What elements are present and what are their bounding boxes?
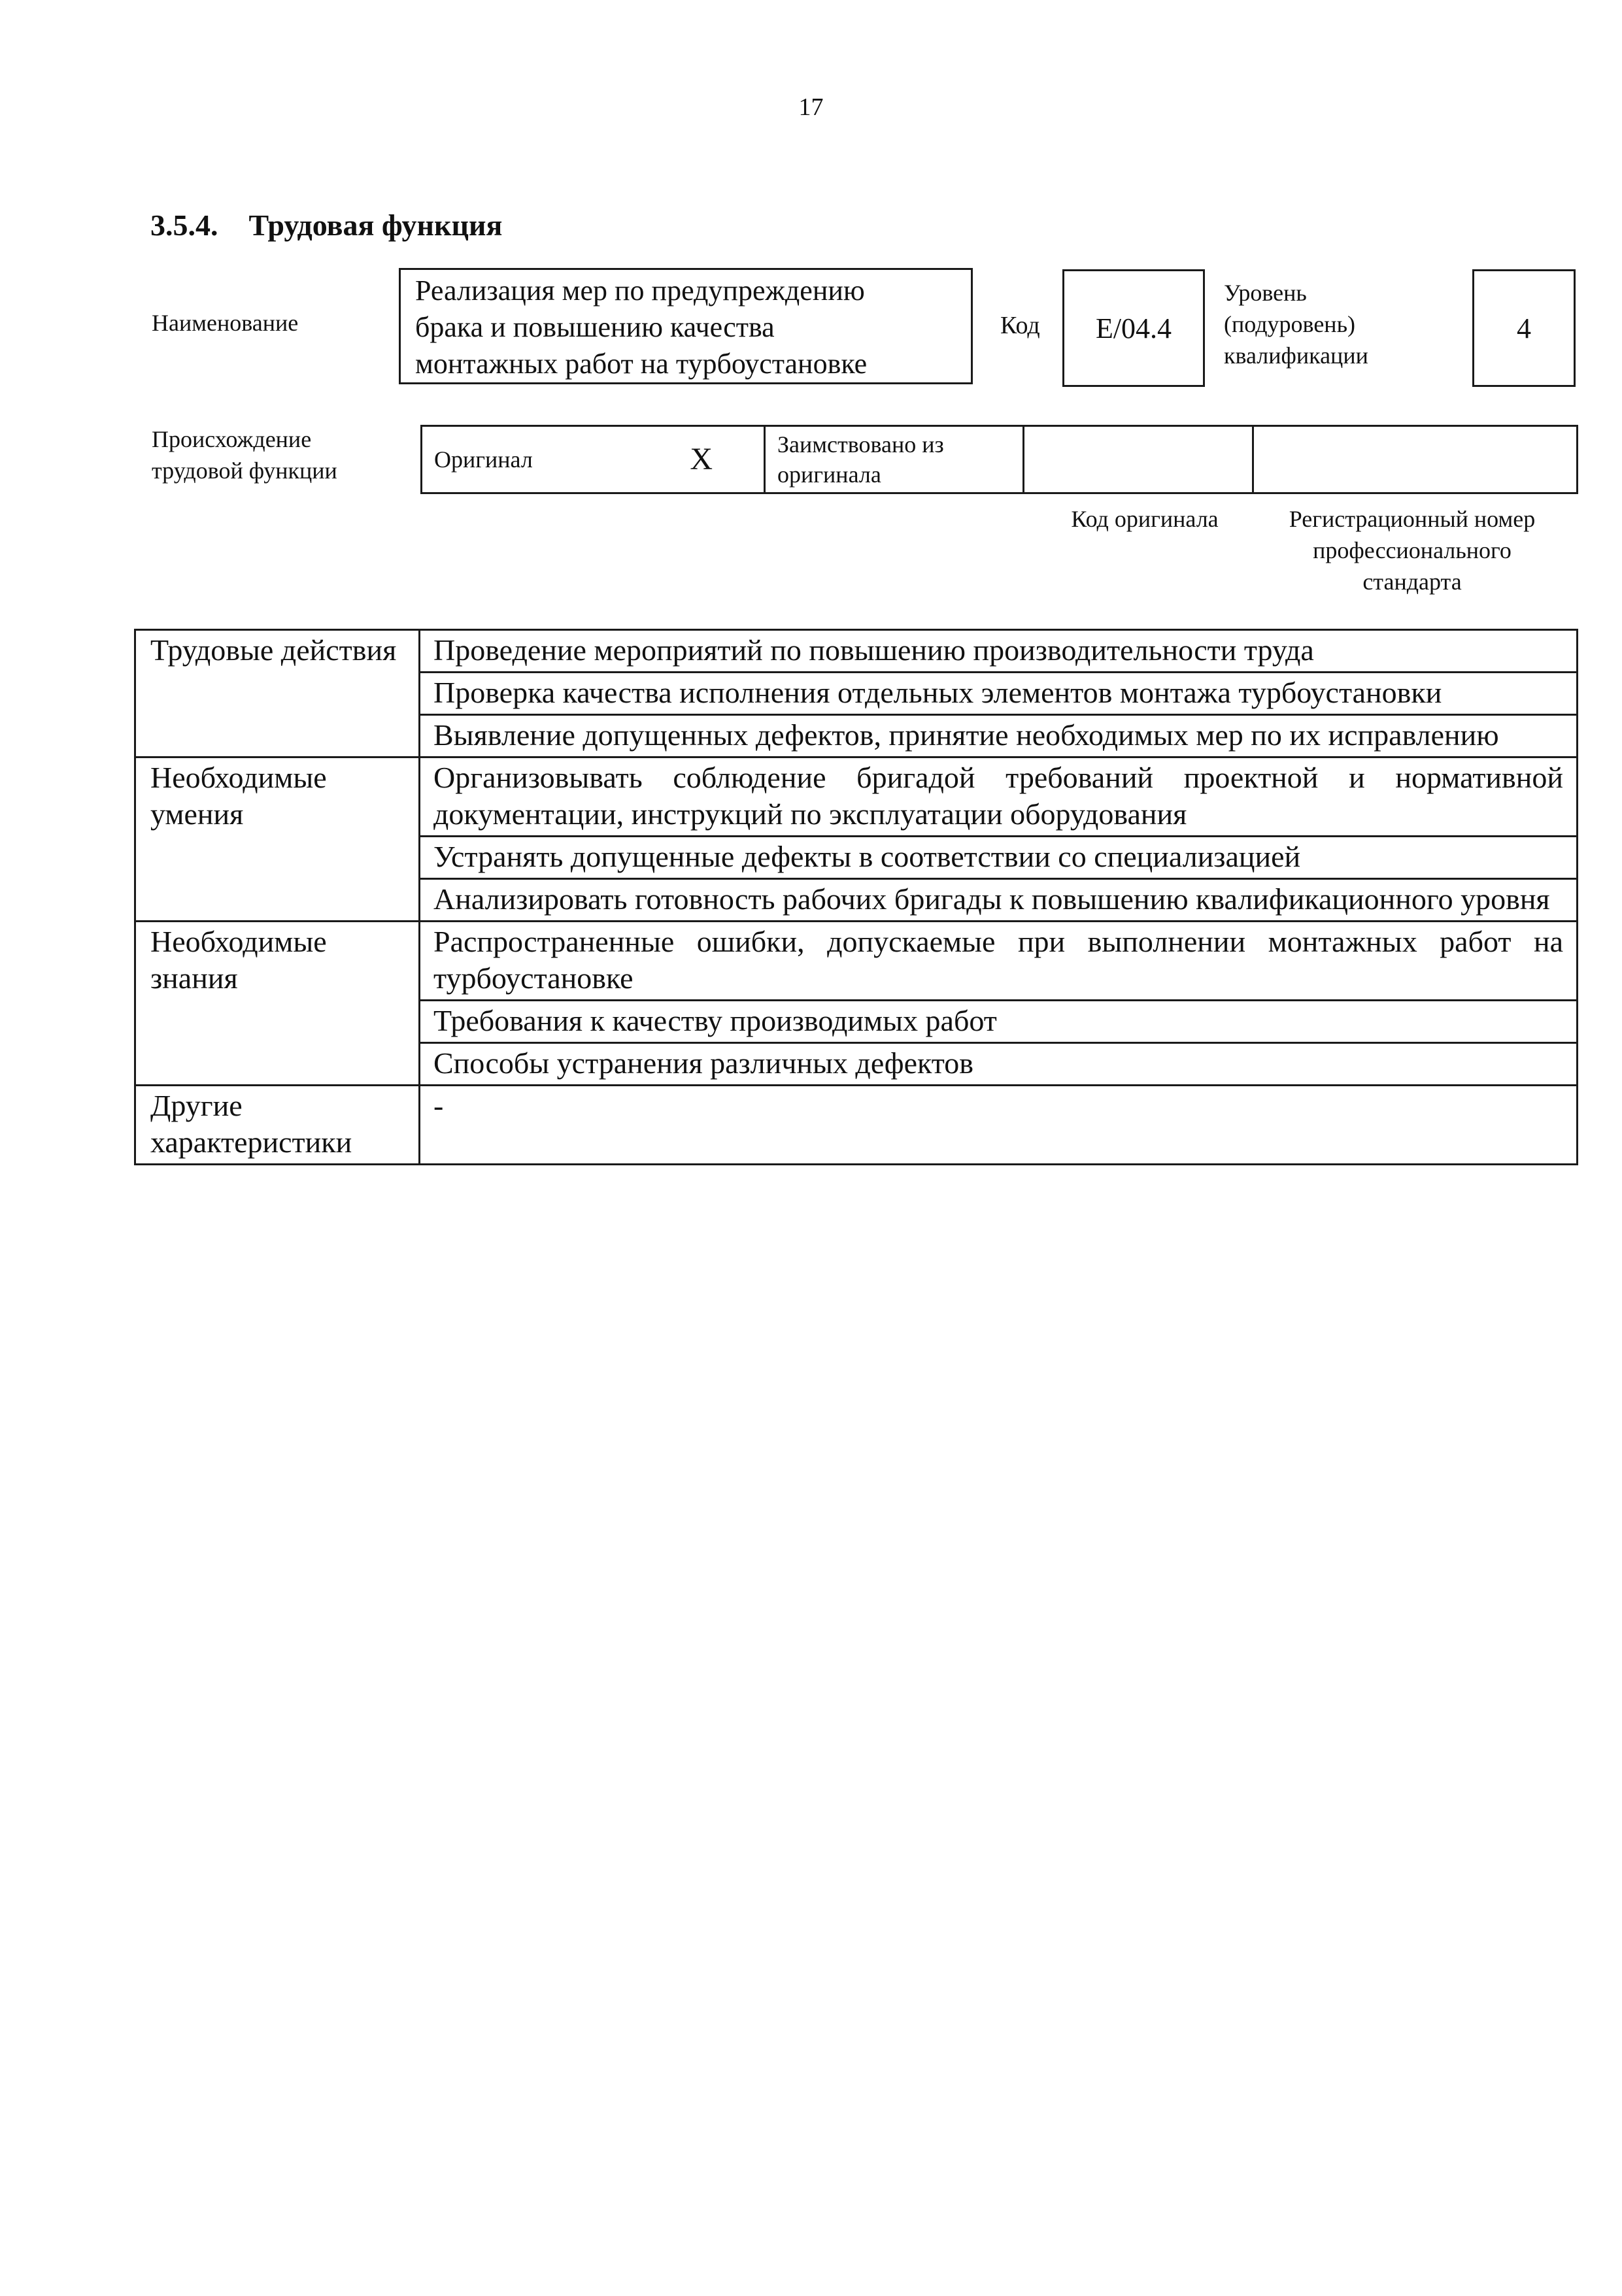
origin-borrowed-line: Заимствовано из bbox=[777, 431, 944, 458]
code-label: Код bbox=[1000, 312, 1040, 339]
table-cell: Устранять допущенные дефекты в соответствии со специализацией bbox=[420, 837, 1578, 879]
labor-function-table bbox=[134, 629, 1578, 1165]
table-row bbox=[135, 630, 1578, 673]
category-required-knowledge: Необходимые знания bbox=[135, 922, 420, 1086]
code-value-box bbox=[1062, 269, 1205, 387]
reg-number-caption-line: профессионального bbox=[1313, 537, 1512, 563]
table-cell: Выявление допущенных дефектов, принятие необходимых мер по их исправлению bbox=[420, 715, 1578, 757]
table-row bbox=[135, 757, 1578, 837]
section-title-text: Трудовая функция bbox=[248, 208, 503, 242]
origin-label bbox=[152, 424, 337, 486]
table-cell: Проверка качества исполнения отдельных элементов монтажа турбоустановки bbox=[420, 673, 1578, 715]
name-value-box bbox=[399, 268, 973, 384]
level-label-line: Уровень bbox=[1224, 280, 1307, 306]
name-value-line: брака и повышению качества bbox=[415, 311, 775, 343]
category-required-skills: Необходимые умения bbox=[135, 757, 420, 922]
origin-label-line: трудовой функции bbox=[152, 458, 337, 484]
table-cell: Способы устранения различных дефектов bbox=[420, 1043, 1578, 1086]
origin-label-line: Происхождение bbox=[152, 426, 312, 452]
section-title bbox=[150, 208, 502, 242]
origin-borrowed-line: оригинала bbox=[777, 461, 881, 488]
category-other-characteristics: Другие характеристики bbox=[135, 1086, 420, 1165]
name-value-line: монтажных работ на турбоустановке bbox=[415, 348, 868, 380]
table-cell: - bbox=[420, 1086, 1578, 1165]
original-code-cell bbox=[1024, 426, 1253, 493]
reg-number-cell bbox=[1253, 426, 1578, 493]
table-cell: Требования к качеству производимых работ bbox=[420, 1001, 1578, 1043]
table-row bbox=[135, 1086, 1578, 1165]
table-cell: Анализировать готовность рабочих бригады к повышению квалификационного уровня bbox=[420, 879, 1578, 922]
table-cell: Организовывать соблюдение бригадой требований проектной и нормативной документации, инструкций по эксплуатации оборудования bbox=[420, 757, 1578, 837]
level-value-box bbox=[1472, 269, 1576, 387]
table-cell: Проведение мероприятий по повышению производительности труда bbox=[420, 630, 1578, 673]
level-value: 4 bbox=[1517, 312, 1531, 344]
name-label: Наименование bbox=[152, 310, 299, 336]
reg-number-caption bbox=[1242, 503, 1582, 597]
origin-original-label: Оригинал bbox=[434, 446, 533, 473]
table-row bbox=[135, 922, 1578, 1001]
origin-original-mark: X bbox=[690, 442, 713, 476]
page-number: 17 bbox=[798, 93, 824, 121]
origin-row bbox=[422, 426, 1578, 493]
reg-number-caption-line: Регистрационный номер bbox=[1289, 506, 1536, 532]
code-value: E/04.4 bbox=[1095, 312, 1172, 344]
origin-table bbox=[420, 425, 1578, 494]
category-labor-actions: Трудовые действия bbox=[135, 630, 420, 757]
level-label-line: квалификации bbox=[1224, 342, 1368, 369]
table-cell: Распространенные ошибки, допускаемые при выполнении монтажных работ на турбоустановке bbox=[420, 922, 1578, 1001]
level-label-line: (подуровень) bbox=[1224, 311, 1355, 337]
name-value-line: Реализация мер по предупреждению bbox=[415, 275, 865, 307]
origin-original-cell bbox=[422, 426, 765, 493]
reg-number-caption-line: стандарта bbox=[1362, 569, 1462, 595]
origin-borrowed-cell bbox=[765, 426, 1024, 493]
original-code-caption: Код оригинала bbox=[1071, 506, 1219, 532]
level-label bbox=[1224, 277, 1368, 371]
section-number: 3.5.4. bbox=[150, 208, 218, 242]
